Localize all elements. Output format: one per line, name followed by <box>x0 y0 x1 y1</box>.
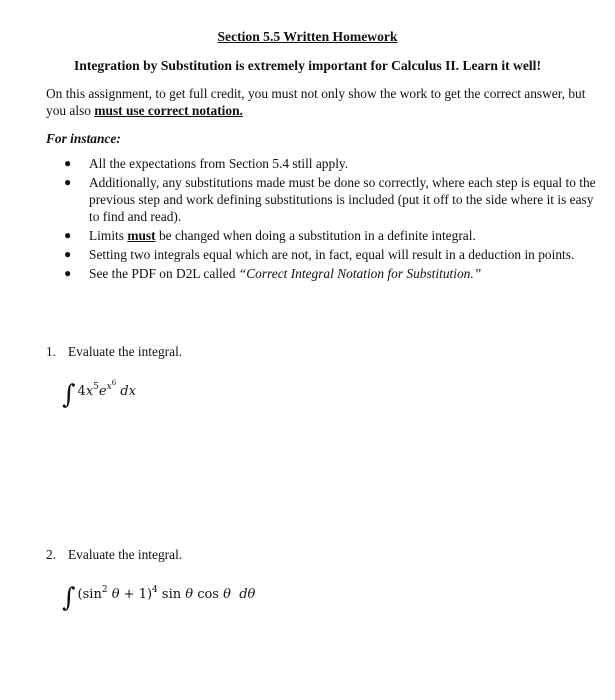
problem-prompt: Evaluate the integral. <box>68 344 183 359</box>
subtitle: Integration by Substitution is extremely important for Calculus II. Learn it well! <box>74 58 541 73</box>
list-item <box>64 246 599 263</box>
problem-number: 1. <box>46 344 57 359</box>
bullet-icon: ● <box>64 228 72 242</box>
list-item <box>64 174 599 225</box>
list-item-text: All the expectations from Section 5.4 still apply. <box>89 156 349 171</box>
list-item <box>64 265 599 282</box>
bullet-icon: ● <box>64 266 72 280</box>
expectations-list <box>64 155 599 284</box>
for-instance-label: For instance: <box>46 131 121 146</box>
list-item-text: Setting two integrals equal which are not, in fact, equal will result in a deduction in points. <box>89 247 575 262</box>
problem-prompt: Evaluate the integral. <box>68 547 183 562</box>
bullet-icon: ● <box>64 247 72 261</box>
intro-emphasis: must use correct notation. <box>94 103 243 118</box>
list-item <box>64 227 599 244</box>
list-item-text-after: be changed when doing a substitution in a definite integral. <box>155 228 476 243</box>
integral-2: ∫ ($\sin^2$ θ + 1)$^4$ sin θ cos θ dθ <box>62 583 256 613</box>
problem-number: 2. <box>46 547 57 562</box>
problem-2 <box>46 546 182 563</box>
pdf-title: “Correct Integral Notation for Substitution.” <box>238 266 482 281</box>
problem-1 <box>46 343 182 360</box>
bullet-icon: ● <box>64 175 72 189</box>
bullet-icon: ● <box>64 156 72 170</box>
integral-sign-icon: ∫ <box>62 380 76 410</box>
list-item-text-before: See the PDF on D2L called <box>89 266 239 281</box>
intro-paragraph <box>46 85 606 119</box>
intro-text: On this assignment, to get full credit, you must not only show the work to get the correct answer, but you also <box>46 86 586 118</box>
list-item-emphasis: must <box>127 228 156 243</box>
list-item-text: Additionally, any substitutions made must be done so correctly, where each step is equal to the previous step and work defining substitutions is included (put it off to the side where it is easy to find and read). <box>89 175 596 224</box>
list-item <box>64 155 599 172</box>
integral-sign-icon: ∫ <box>62 583 76 613</box>
list-item-text-before: Limits <box>89 228 128 243</box>
integral-1: ∫ $4x^5e^{x^6}$ dx <box>62 379 136 410</box>
page-title: Section 5.5 Written Homework <box>217 29 398 44</box>
